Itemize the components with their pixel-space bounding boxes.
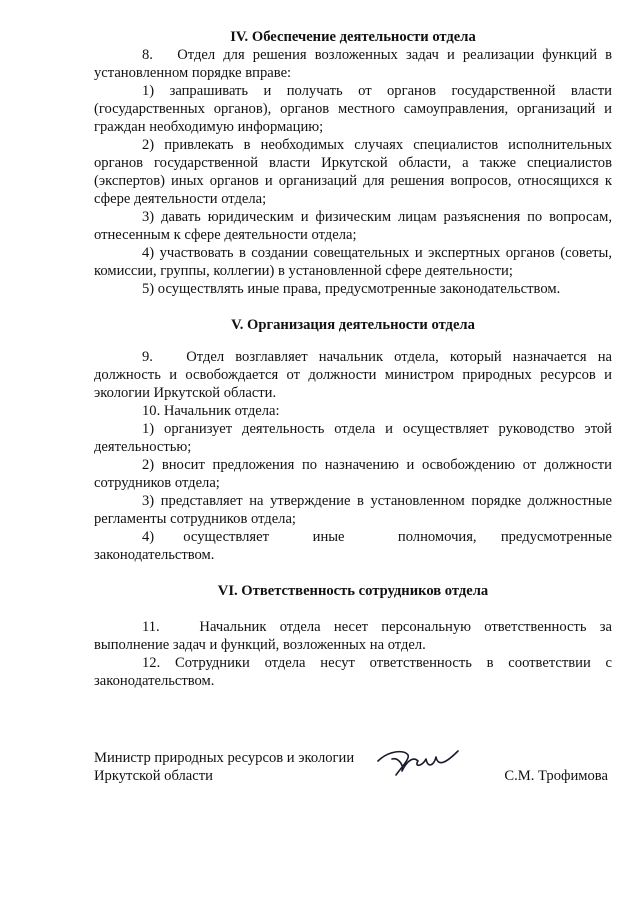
paragraph-11: 11. Начальник отдела несет персональную ответственность за выполнение задач и функций, возложенных на отдел. bbox=[94, 619, 612, 653]
position-line-2: Иркутской области bbox=[94, 768, 213, 784]
section-gap bbox=[94, 298, 612, 316]
paragraph-10: 10. Начальник отдела: bbox=[142, 403, 280, 419]
list-item: 1) организует деятельность отдела и осуществляет руководство этой деятельностью; bbox=[94, 421, 612, 455]
section-5-heading: V. Организация деятельности отдела bbox=[231, 317, 475, 333]
signatory-position bbox=[94, 749, 384, 785]
list-item: 3) представляет на утверждение в установленном порядке должностные регламенты сотрудников отдела; bbox=[94, 493, 612, 527]
section-6-heading: VI. Ответственность сотрудников отдела bbox=[217, 583, 489, 599]
list-item: 1) запрашивать и получать от органов государственной власти (государственных органов), органов местного самоуправления, организаций и граждан необходимую информацию; bbox=[94, 83, 612, 135]
list-item: 5) осуществлять иные права, предусмотренные законодательством. bbox=[142, 281, 561, 297]
paragraph-12: 12. Сотрудники отдела несут ответственность в соответствии с законодательством. bbox=[94, 655, 612, 689]
list-item: 3) давать юридическим и физическим лицам разъяснения по вопросам, отнесенным к сфере деятельности отдела; bbox=[94, 209, 612, 243]
list-item: 4) участвовать в создании совещательных и экспертных органов (советы, комиссии, группы, коллегии) в установленной сфере деятельности; bbox=[94, 245, 612, 279]
section-4-heading: IV. Обеспечение деятельности отдела bbox=[230, 29, 476, 45]
position-line-1: Министр природных ресурсов и экологии bbox=[94, 750, 355, 766]
signature-block bbox=[94, 749, 612, 789]
document-body bbox=[94, 28, 612, 690]
paragraph-8: 8. Отдел для решения возложенных задач и реализации функций в установленном порядке вправе: bbox=[94, 47, 612, 81]
section-gap bbox=[94, 334, 612, 348]
signatory-name: С.М. Трофимова bbox=[504, 768, 608, 784]
list-item: 2) привлекать в необходимых случаях специалистов исполнительных органов государственной власти Иркутской области, а также специалистов (экспертов) иных органов и организаций для решения вопросов, относящихся к сфере деятельности отдела; bbox=[94, 137, 612, 207]
paragraph-9: 9. Отдел возглавляет начальник отдела, который назначается на должность и освобождается от должности министром природных ресурсов и экологии Иркутской области. bbox=[94, 349, 612, 401]
handwritten-signature bbox=[374, 745, 464, 779]
list-item: 4) осуществляет иные полномочия, предусмотренные законодательством. bbox=[94, 529, 612, 563]
list-item: 2) вносит предложения по назначению и освобождению от должности сотрудников отдела; bbox=[94, 457, 612, 491]
section-gap bbox=[94, 564, 612, 582]
section-gap bbox=[94, 600, 612, 618]
